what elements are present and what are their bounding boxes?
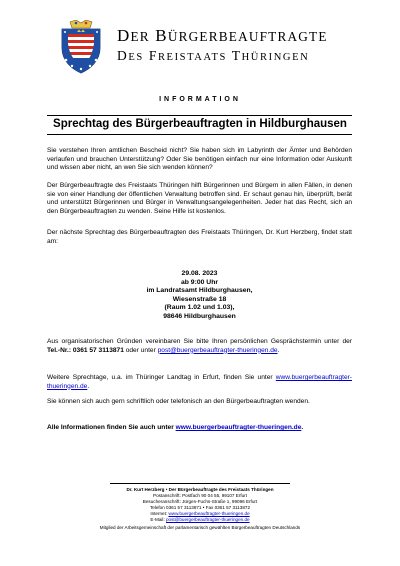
more-dates-text: . [87,382,90,390]
thuringia-coat-of-arms-icon [58,20,104,74]
footer-visitor-address: Besucheranschrift: Jürgen-Fuchs-Straße 1, 99096 Erfurt [142,499,258,504]
footer-website-link[interactable]: www.buergerbeauftragter-thueringen.de [168,511,250,516]
org-name-initial: D [117,26,131,45]
event-rooms: (Raum 1.02 und 1.03), [164,304,235,312]
org-name-line1 [117,26,328,46]
event-city: 98646 Hildburghausen [163,312,236,320]
doc-type-label: INFORMATION [159,96,241,103]
email-link[interactable]: post@buergerbeauftragter-thueringen.de [157,346,278,354]
intro-paragraph: Sie verstehen Ihren amtlichen Bescheid nicht? Sie haben sich im Labyrinth der Ämter und Behörden verlaufen und brauchen Unterstützung? Oder Sie benötigen einfach nur eine Information oder Auskunft und wissen aber nicht, an wen Sie sich wenden können? [47,147,352,172]
org-name-part: REISTAATS [157,52,227,63]
footer-email-label: E-Mail: [150,517,166,522]
title-rule-top [47,115,352,116]
footer [0,487,400,531]
more-dates-paragraph [47,374,352,391]
website-link[interactable]: www.buergerbeauftragter-thueringen.de [175,424,302,431]
org-name-part: HÜRINGEN [241,52,310,63]
footer-email-link[interactable]: post@buergerbeauftragter-thueringen.de [166,517,250,522]
event-time: ab 9:00 Uhr [180,278,219,286]
footer-internet-label: Internet: [150,511,169,516]
appointment-text: . [277,346,280,354]
footer-phone-fax: Telefon 0361 57 3113871 • Fax 0361 57 3113872 [149,505,251,510]
event-details [47,270,352,322]
page-title: Sprechtag des Bürgerbeauftragten in Hildburghausen [53,118,347,130]
phone-number: Tel.-Nr.: 0361 57 3113871 [47,346,124,354]
appointment-paragraph [47,338,352,355]
event-street: Wiesenstraße 18 [172,295,227,303]
title-rule-bottom [47,134,352,135]
appointment-text: Aus organisatorischen Gründen vereinbaren Sie bitte Ihren persönlichen Gesprächstermin unter der [47,338,352,345]
all-info-text: . [301,424,304,431]
org-name-initial: B [155,26,168,45]
org-name-line2 [117,48,309,64]
org-name-part: ES [128,52,144,63]
org-name-initial: F [148,48,158,63]
contact-paragraph: Sie können sich auch gern schriftlich oder telefonisch an den Bürgerbeauftragten wenden. [47,398,310,405]
event-date: 29.08. 2023 [181,270,218,277]
org-name-part: ÜRGERBEAUFTRAGTE [167,29,328,44]
org-name-initial: T [231,48,242,63]
org-name-initial: D [117,48,129,63]
event-venue: im Landratsamt Hildburghausen, [146,287,253,295]
footer-membership: Mitglied der Arbeitsgemeinschaft der parlamentarisch gewählten Bürgerbeauftragten Deutschlands [99,525,301,530]
all-info-paragraph [47,424,352,433]
footer-divider [110,483,290,484]
footer-postal-address: Postanschrift: Postfach 90 04 55, 99107 Erfurt [153,493,247,498]
announcement-paragraph: Der nächste Sprechtag des Bürgerbeauftragten des Freistaats Thüringen, Dr. Kurt Herzberg, findet statt am: [47,229,352,245]
more-dates-text: Weitere Sprechtage, u.a. im Thüringer Landtag in Erfurt, finden Sie unter [47,374,276,381]
org-name-part: ER [130,29,150,44]
all-info-text: Alle Informationen finden Sie auch unter [47,424,176,431]
description-paragraph: Der Bürgerbeauftragte des Freistaats Thüringen hilft Bürgerinnen und Bürgern in allen Fällen, in denen sie von einer Handlung der öffentlichen Verwaltung betroffen sind. Er schaut genau hin, überprüft, berät und unterstützt Bürgerinnen und Bürger in Verwaltungsangelegenheiten. Jeder hat das Recht, sich an den Bürgerbeauftragten zu wenden. Seine Hilfe ist kostenlos. [47,182,352,215]
footer-org-line: Dr. Kurt Herzberg • Der Bürgerbeauftragte des Freistaats Thüringen [126,487,274,492]
appointment-text: oder unter [123,346,158,354]
website-link[interactable]: www.buergerbeauftragter-thueringen.de [47,374,352,390]
footer-email [0,517,400,523]
